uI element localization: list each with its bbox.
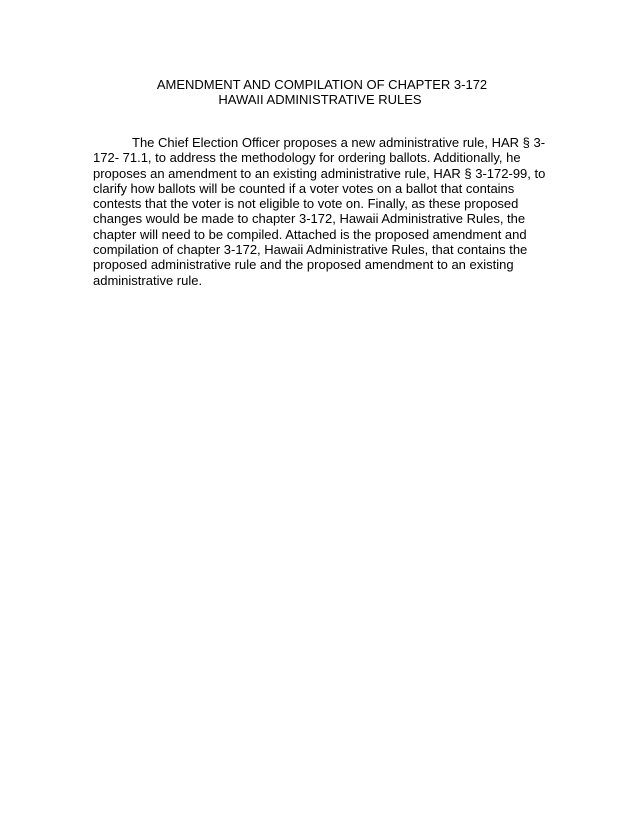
paragraph-line: changes would be made to chapter 3-172, Hawaii Administrative Rules, the (93, 211, 526, 227)
paragraph-line: proposed administrative rule and the proposed amendment to an existing (93, 257, 514, 273)
paragraph-line: administrative rule. (93, 272, 203, 288)
title-line-2: HAWAII ADMINISTRATIVE RULES (218, 92, 422, 107)
paragraph-line: 172- 71.1, to address the methodology for ordering ballots. Additionally, he (93, 150, 521, 166)
document-title (0, 77, 640, 107)
paragraph-line: The Chief Election Officer proposes a new administrative rule, HAR § 3- (132, 135, 546, 150)
paragraph-line: compilation of chapter 3-172, Hawaii Administrative Rules, that contains the (93, 242, 528, 258)
body-paragraph (93, 135, 546, 288)
paragraph-line: proposes an amendment to an existing administrative rule, HAR § 3-172-99, to (93, 165, 546, 181)
paragraph-line: clarify how ballots will be counted if a voter votes on a ballot that contains (93, 180, 515, 196)
paragraph-line: chapter will need to be compiled. Attached is the proposed amendment and (93, 226, 527, 242)
title-line-1: AMENDMENT AND COMPILATION OF CHAPTER 3-172 (156, 77, 488, 92)
paragraph-line: contests that the voter is not eligible to vote on. Finally, as these proposed (93, 196, 519, 212)
